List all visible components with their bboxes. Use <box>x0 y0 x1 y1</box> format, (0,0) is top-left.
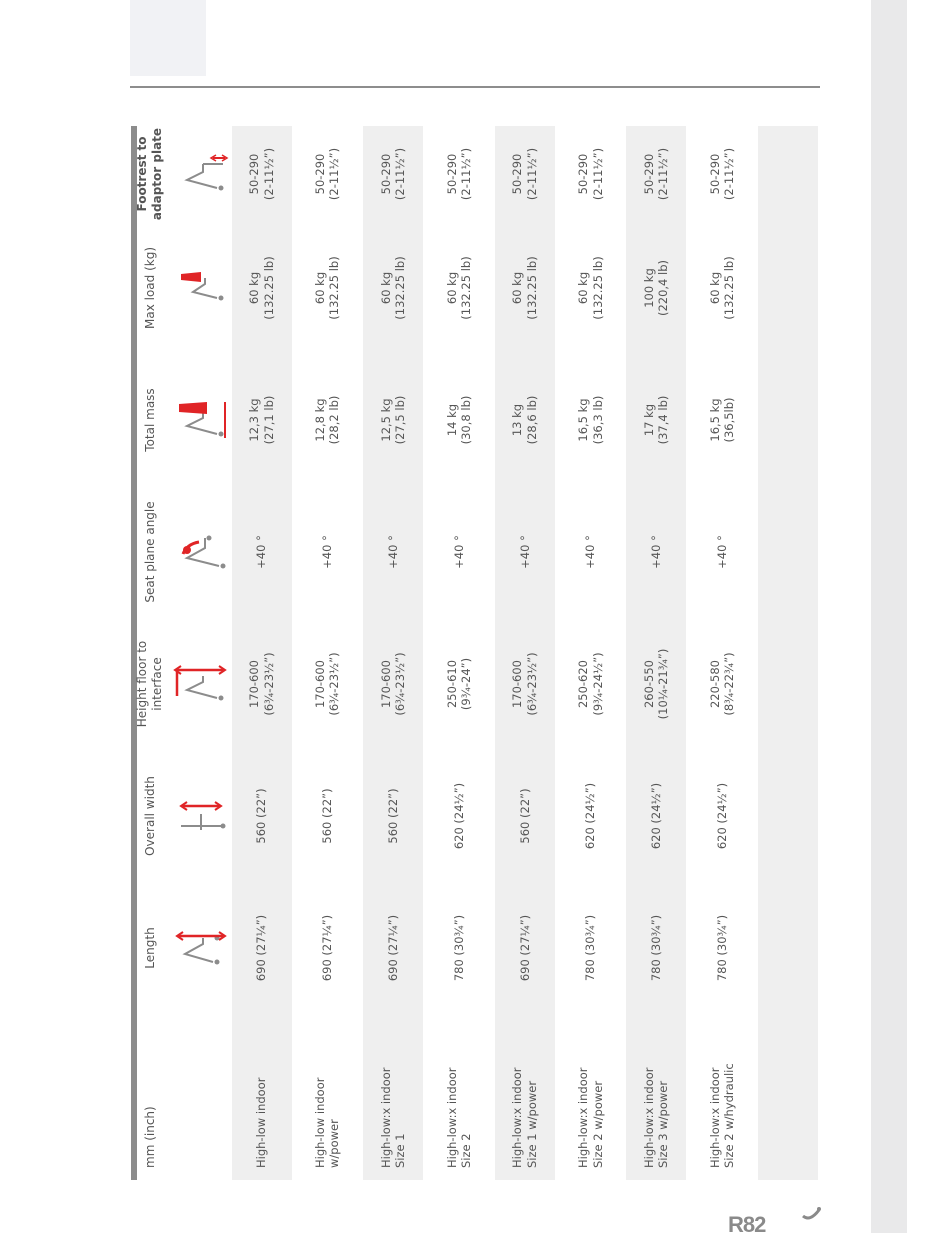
cell-height: 260-550 (10¼-21¾”) <box>626 618 686 750</box>
row-label: High-low:x indoor Size 1 w/power <box>495 1014 555 1180</box>
cell-length: 780 (30¾”) <box>714 914 729 982</box>
cell-load: 60 kg (132.25 lb) <box>576 256 605 320</box>
cell-footrest: 50-290 (2-11½”) <box>495 126 555 222</box>
footrest-icon <box>176 126 226 222</box>
cell-height: 250-610 (9¾-24”) <box>444 657 473 711</box>
table-header-title: mm (inch) <box>142 1106 157 1168</box>
empty-row-cell <box>758 618 818 750</box>
empty-row-cell <box>758 354 818 486</box>
empty-row-cell <box>758 750 818 882</box>
row-label: High-low indoor <box>232 1014 292 1180</box>
cell-angle: +40 ° <box>714 535 729 569</box>
cell-footrest: 50-290 (2-11½”) <box>444 147 473 201</box>
column-header-length: Length <box>142 927 157 969</box>
row-label: High-low:x indoor Size 3 w/power <box>626 1014 686 1180</box>
cell-length: 690 (27¼”) <box>232 882 292 1014</box>
cell-load: 60 kg (132.25 lb) <box>495 222 555 354</box>
cell-width: 560 (22”) <box>363 750 423 882</box>
side-strip <box>871 0 907 1233</box>
cell-load: 100 kg (220,4 lb) <box>626 222 686 354</box>
cell-width: 620 (24½”) <box>626 750 686 882</box>
row-label: High-low:x indoor Size 2 <box>444 1067 473 1168</box>
cell-angle: +40 ° <box>451 535 466 569</box>
cell-length: 690 (27¼”) <box>495 882 555 1014</box>
cell-width: 620 (24½”) <box>583 782 598 850</box>
brand-logo: R82 <box>728 1212 766 1237</box>
cell-mass: 16,5 kg (36,5lb) <box>707 397 737 443</box>
cell-angle: +40 ° <box>583 535 598 569</box>
cell-footrest: 50-290 (2-11½”) <box>576 147 605 201</box>
column-header-height: Height floor to interface <box>135 640 164 728</box>
cell-width: 620 (24½”) <box>714 782 729 850</box>
cell-load: 60 kg (132.25 lb) <box>363 222 423 354</box>
cell-footrest: 50-290 (2-11½”) <box>363 126 423 222</box>
cell-footrest: 50-290 (2-11½”) <box>626 126 686 222</box>
spec-table <box>130 126 820 1180</box>
total-mass-icon <box>176 354 226 486</box>
column-header-load: Max load (kg) <box>142 247 157 330</box>
cell-height: 220-580 (8¾-22¾”) <box>707 652 737 716</box>
column-header-footrest: Footrest to adaptor plate <box>135 127 164 221</box>
column-header-angle: Seat plane angle <box>142 501 157 603</box>
cell-mass: 12,8 kg (28,2 lb) <box>313 395 342 445</box>
cell-footrest: 50-290 (2-11½”) <box>232 126 292 222</box>
row-label: High-low:x indoor Size 2 w/power <box>576 1067 605 1168</box>
cell-height: 170-600 (6¾-23½”) <box>495 618 555 750</box>
cell-angle: +40 ° <box>495 486 555 618</box>
column-header-width: Overall width <box>142 776 157 856</box>
row-label: High-low:x indoor Size 1 <box>363 1014 423 1180</box>
cell-angle: +40 ° <box>363 486 423 618</box>
cell-load: 60 kg (132.25 lb) <box>232 222 292 354</box>
cell-length: 690 (27¼”) <box>320 914 335 982</box>
empty-row-cell <box>758 1014 818 1180</box>
cell-load: 60 kg (132.25 lb) <box>313 256 342 320</box>
icon-row-spacer <box>176 1014 226 1180</box>
header-block <box>130 0 206 76</box>
cell-height: 170-600 (6¾-23½”) <box>363 618 423 750</box>
logo-swoosh-icon <box>800 1206 822 1224</box>
cell-length: 690 (27¼”) <box>363 882 423 1014</box>
height-icon <box>176 618 226 750</box>
cell-width: 560 (22”) <box>320 788 335 844</box>
cell-height: 170-600 (6¾-23½”) <box>313 652 342 716</box>
cell-load: 60 kg (132.25 lb) <box>707 256 737 320</box>
cell-mass: 16,5 kg (36,3 lb) <box>576 395 605 445</box>
cell-length: 780 (30¾”) <box>583 914 598 982</box>
empty-row-cell <box>758 126 818 222</box>
empty-row-cell <box>758 486 818 618</box>
cell-mass: 14 kg (30,8 lb) <box>444 395 473 445</box>
cell-mass: 13 kg (28,6 lb) <box>495 354 555 486</box>
cell-mass: 12,3 kg (27,1 lb) <box>232 354 292 486</box>
cell-mass: 12,5 kg (27,5 lb) <box>363 354 423 486</box>
cell-length: 780 (30¾”) <box>626 882 686 1014</box>
cell-angle: +40 ° <box>232 486 292 618</box>
length-icon <box>176 882 226 1014</box>
max-load-icon <box>176 222 226 354</box>
cell-height: 170-600 (6¾-23½”) <box>232 618 292 750</box>
cell-angle: +40 ° <box>320 535 335 569</box>
cell-width: 560 (22”) <box>232 750 292 882</box>
cell-width: 620 (24½”) <box>451 782 466 850</box>
cell-angle: +40 ° <box>626 486 686 618</box>
overall-width-icon <box>176 750 226 882</box>
cell-length: 780 (30¾”) <box>451 914 466 982</box>
cell-width: 560 (22”) <box>495 750 555 882</box>
seat-angle-icon <box>176 486 226 618</box>
column-header-mass: Total mass <box>142 388 157 452</box>
empty-row-cell <box>758 222 818 354</box>
cell-mass: 17 kg (37,4 lb) <box>626 354 686 486</box>
row-label: High-low indoor w/power <box>313 1077 342 1168</box>
cell-height: 250-620 (9¾-24½”) <box>576 652 605 716</box>
header-rule <box>130 86 820 88</box>
cell-footrest: 50-290 (2-11½”) <box>313 147 342 201</box>
cell-footrest: 50-290 (2-11½”) <box>707 147 737 201</box>
cell-load: 60 kg (132.25 lb) <box>444 256 473 320</box>
empty-row-cell <box>758 882 818 1014</box>
row-label: High-low:x indoor Size 2 w/hydraulic <box>707 1063 737 1168</box>
